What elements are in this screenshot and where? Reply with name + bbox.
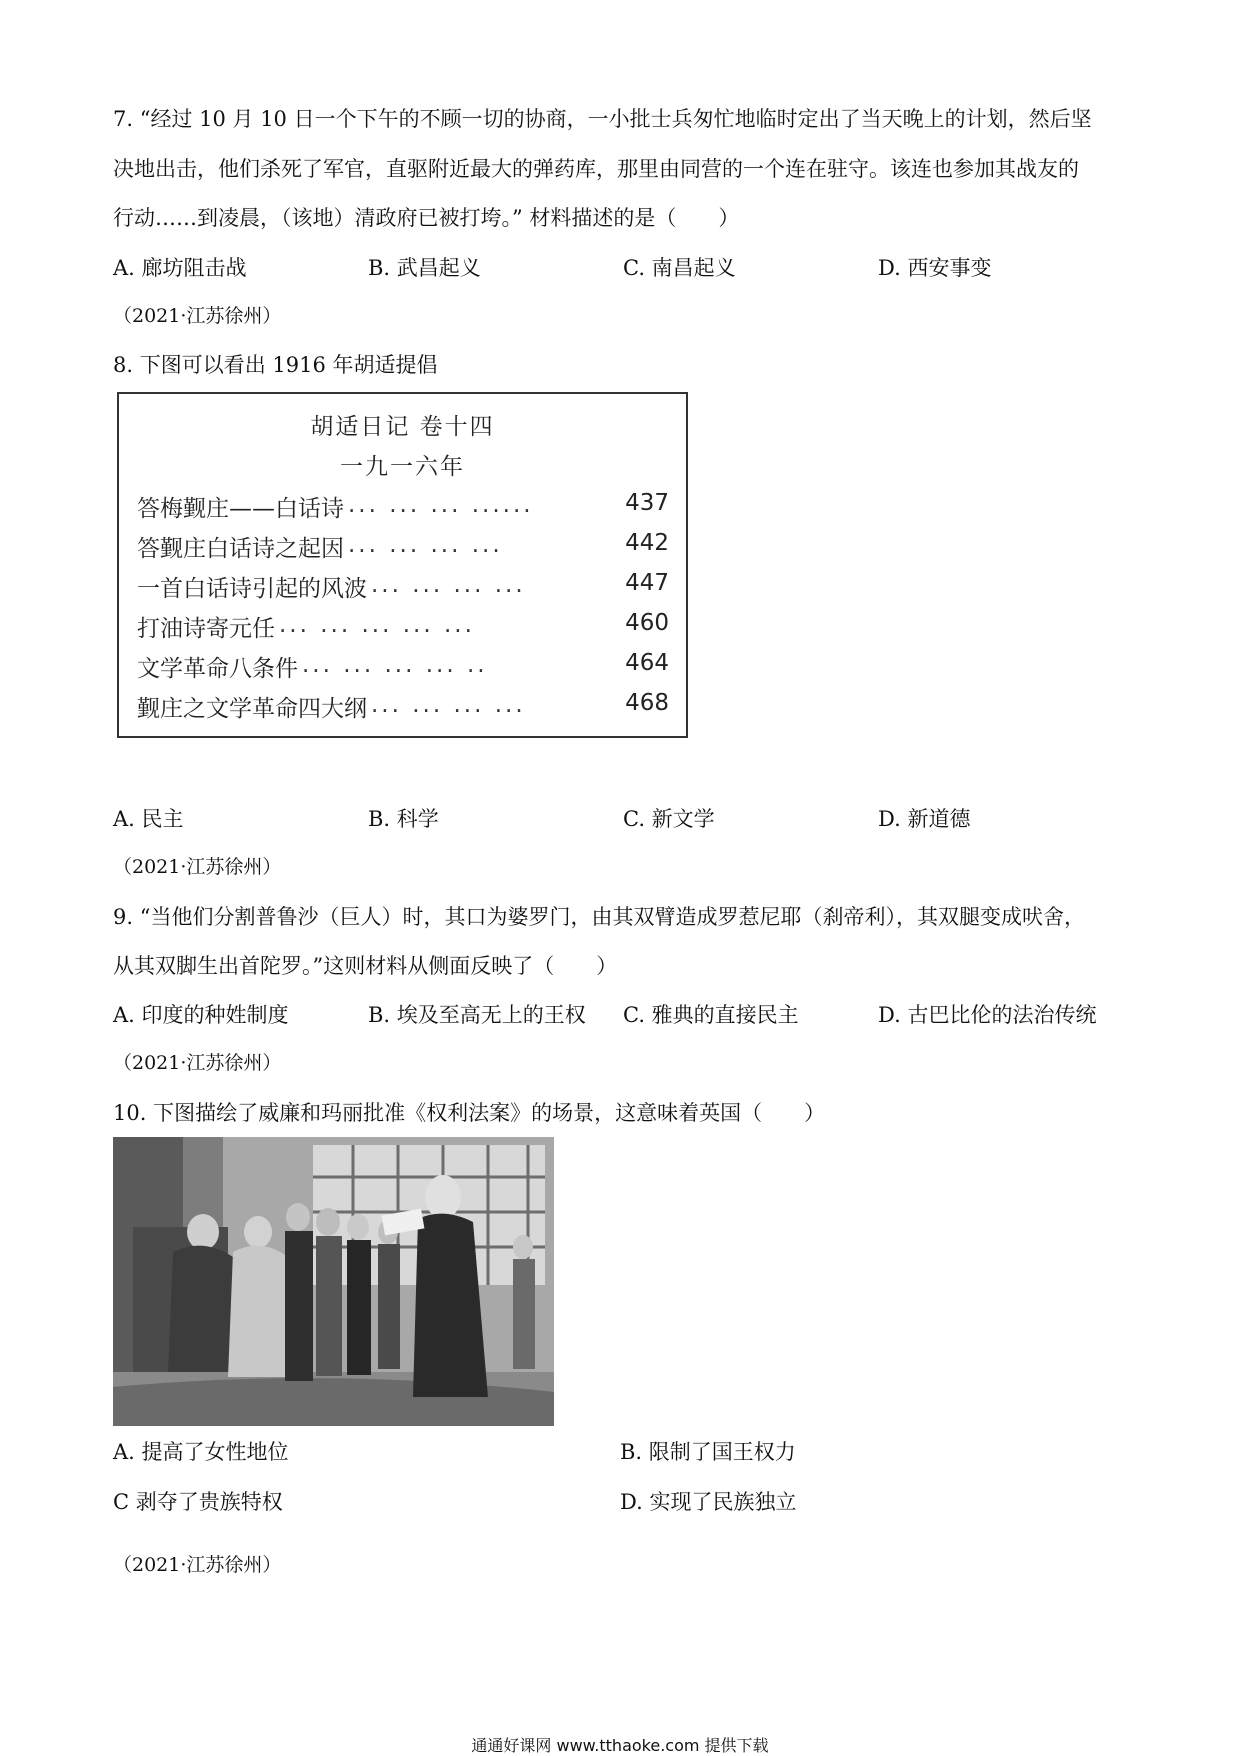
q9-stem-line1: 9. “当他们分割普鲁沙（巨人）时，其口为婆罗门，由其双臂造成罗惹尼耶（刹帝利），其双腿变成吠舍， [113, 905, 1085, 929]
page-footer: 通通好课网 www.tthaoke.com 提供下载 [471, 1736, 769, 1755]
diary-entry-leader: ... ... ... ... [348, 532, 503, 558]
q10-option-b: B. 限制了国王权力 [620, 1440, 796, 1464]
diary-entry-leader: ... ... ... ... [371, 572, 526, 598]
diary-entry-page: 442 [625, 530, 669, 556]
diary-entry-title: 答梅觐庄——白话诗 [137, 496, 344, 522]
q9-option-c: C. 雅典的直接民主 [623, 1003, 799, 1027]
diary-entry-title: 觐庄之文学革命四大纲 [137, 696, 367, 722]
diary-entry [137, 690, 669, 726]
q9-option-b: B. 埃及至高无上的王权 [368, 1003, 586, 1027]
q10-stem: 10. 下图描绘了威廉和玛丽批准《权利法案》的场景，这意味着英国（ ） [113, 1101, 826, 1125]
diary-entry-page: 464 [625, 650, 669, 676]
q10-option-d: D. 实现了民族独立 [620, 1490, 797, 1514]
diary-title: 胡适日记 卷十四 [310, 414, 495, 440]
q7-stem-line2: 决地出击，他们杀死了军官，直驱附近最大的弹药库，那里由同营的一个连在驻守。该连也参加其战友的 [113, 157, 1079, 181]
q7-option-a: A. 廊坊阻击战 [113, 256, 247, 280]
diary-entry [137, 570, 669, 606]
diary-entry-leader: ... ... ... ...... [348, 492, 534, 518]
diary-entry-leader: ... ... ... ... ... [279, 612, 475, 638]
q7-stem-line1: 7. “经过 10 月 10 日一个下午的不顾一切的协商，一小批士兵匆忙地临时定出了当天晚上的计划，然后坚 [113, 107, 1092, 131]
diary-entry-page: 468 [625, 690, 669, 716]
hu-shi-diary-figure [117, 392, 688, 738]
diary-entry-leader: ... ... ... ... [371, 692, 526, 718]
q8-stem: 8. 下图可以看出 1916 年胡适提倡 [113, 353, 438, 377]
diary-entry-title: 文学革命八条件 [137, 656, 298, 682]
diary-entry-page: 447 [625, 570, 669, 596]
q9-source: （2021·江苏徐州） [113, 1052, 282, 1074]
q7-option-d: D. 西安事变 [878, 256, 992, 280]
q9-option-d: D. 古巴比伦的法治传统 [878, 1003, 1097, 1027]
q10-source: （2021·江苏徐州） [113, 1554, 282, 1576]
diary-entry-page: 437 [625, 490, 669, 516]
q8-option-d: D. 新道德 [878, 807, 971, 831]
q10-option-c: C 剥夺了贵族特权 [113, 1490, 283, 1514]
diary-year: 一九一六年 [340, 454, 465, 480]
q8-option-b: B. 科学 [368, 807, 439, 831]
diary-entry-page: 460 [625, 610, 669, 636]
diary-entry-title: 打油诗寄元任 [137, 616, 275, 642]
q9-option-a: A. 印度的种姓制度 [113, 1003, 289, 1027]
q8-option-a: A. 民主 [113, 807, 184, 831]
q8-source: （2021·江苏徐州） [113, 856, 282, 878]
diary-entry [137, 610, 669, 646]
q7-stem-line3: 行动……到凌晨，（该地）清政府已被打垮。” 材料描述的是（ ） [113, 206, 740, 230]
diary-entry-title: 一首白话诗引起的风波 [137, 576, 367, 602]
bill-of-rights-engraving [113, 1137, 554, 1426]
diary-entry [137, 490, 669, 526]
q7-source: （2021·江苏徐州） [113, 305, 282, 327]
q9-stem-line2: 从其双脚生出首陀罗。”这则材料从侧面反映了（ ） [113, 954, 618, 978]
q7-option-c: C. 南昌起义 [623, 256, 736, 280]
diary-entry-leader: ... ... ... ... .. [302, 652, 488, 678]
diary-entry [137, 650, 669, 686]
q7-option-b: B. 武昌起义 [368, 256, 481, 280]
diary-entry [137, 530, 669, 566]
diary-entry-title: 答觐庄白话诗之起因 [137, 536, 344, 562]
q10-option-a: A. 提高了女性地位 [113, 1440, 289, 1464]
q8-option-c: C. 新文学 [623, 807, 715, 831]
